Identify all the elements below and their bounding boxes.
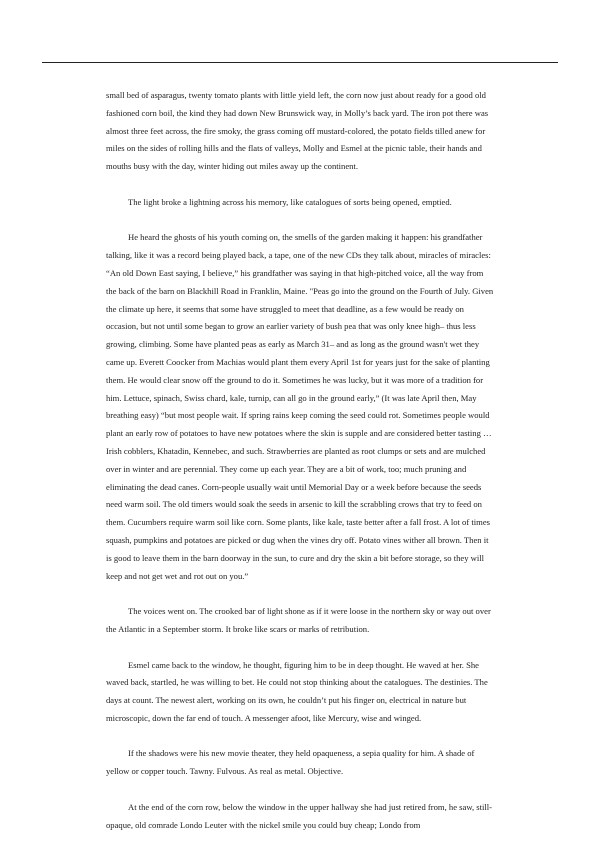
paragraph-2: The light broke a lightning across his memory, like catalogues of sorts being opened, emptied.	[128, 196, 452, 207]
paragraph-4: The voices went on. The crooked bar of light shone as if it were loose in the northern sky or way out over the Atlantic in a September storm. It broke like scars or marks of retribution.	[106, 606, 491, 634]
paragraph-5: Esmel came back to the window, he thought, figuring him to be in deep thought. He waved at her. She waved back, startled, he was willing to bet. He could not stop thinking about the catalogues. The destinies. The days at count. The newest alert, working on its own, he couldn’t put his finger on, electrical in nature but microscopic, down the far end of touch. A messenger afoot, like Mercury, wise and winged.	[106, 659, 488, 723]
header-rule	[42, 62, 558, 63]
paragraph-3: He heard the ghosts of his youth coming on, the smells of the garden making it happen: his grandfather talking, like it was a record being played back, a tape, one of the new CDs they talk about, miracles of miracles: “An old Down East saying, I believe,” his grandfather was saying in that high-pitched voice, all the way from the back of the barn on Blackhill Road in Franklin, Maine. "Peas go into the ground on the Fourth of July. Given the climate up here, it seems that some have struggled to meet that deadline, as a few would be ready on occasion, but not until some began to grow an earlier variety of bush pea that was only knee high– thus less growing, climbing. Some have planted peas as early as March 31– and as long as the ground wasn't wet they came up. Everett Coocker from Machias would plant them every April 1st for years just for the sake of planting them. He would clear snow off the ground to do it. Sometimes he was lucky, but it was more of a tradition for him. Lettuce, spinach, Swiss chard, kale, turnip, can all go in the ground early,” (It was late April then, May breathing easy) “but most people wait. If spring rains keep coming the seed could rot. Sometimes people would plant an early row of potatoes to have new potatoes where the skin is supple and are considered better tasting … Irish cobblers, Khatadin, Kennebec, and such. Strawberries are planted as root clumps or sets and are mulched over in winter and are perennial. They come up each year. They are a bit of work, too; much pruning and eliminating the dead canes. Corn-people usually wait until Memorial Day or a week before because the seeds need warm soil. The old timers would soak the seeds in arsenic to kill the scrabbling crows that try to feed on them. Cucumbers require warm soil like corn. Some plants, like kale, taste better after a fall frost. A lot of times squash, pumpkins and potatoes are picked or dug when the vines dry off. Potato vines wither all brown. Then it is good to leave them in the barn doorway in the sun, to cure and dry the skin a bit before storage, so they will keep and not get wet and rot out on you.”	[106, 232, 494, 581]
paragraph-1: small bed of asparagus, twenty tomato plants with little yield left, the corn now just about ready for a good old fashioned corn boil, the kind they had down New Brunswick way, in Molly’s back yard. The iron pot there was almost three feet across, the fire smoky, the grass coming off mustard-colored, the potato fields tilled anew for miles on the sides of rolling hills and the flats of valleys, Molly and Esmel at the picnic table, their hands and mouths busy with the day, winter hiding out miles away up the continent.	[106, 90, 489, 172]
paragraph-7: At the end of the corn row, below the window in the upper hallway she had just retired from, he saw, still-opaque, old comrade Londo Leuter with the nickel smile you could buy cheap; Londo from	[106, 801, 493, 830]
paragraph-6: If the shadows were his new movie theater, they held opaqueness, a sepia quality for him. A shade of yellow or copper touch. Tawny. Fulvous. As real as metal. Objective.	[106, 748, 475, 777]
document-body	[106, 87, 494, 852]
